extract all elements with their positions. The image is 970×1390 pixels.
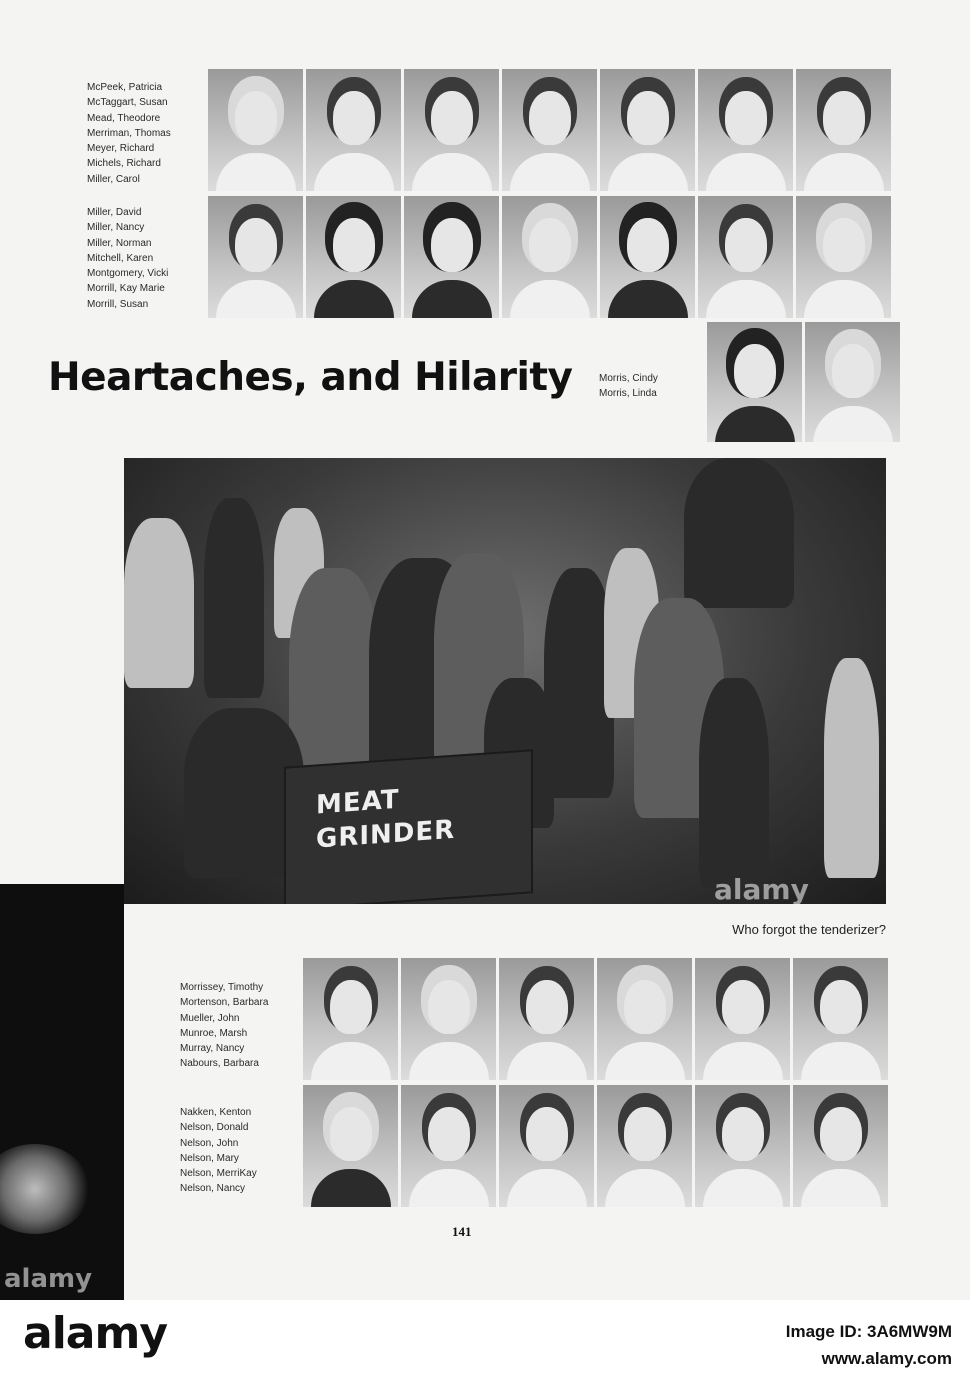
student-portrait <box>695 1085 790 1207</box>
student-portrait <box>698 196 793 318</box>
image-id-block <box>786 1318 952 1372</box>
portrait-grid-section1-row3 <box>707 322 900 442</box>
student-portrait <box>401 958 496 1080</box>
student-portrait <box>793 1085 888 1207</box>
student-name: Morrill, Kay Marie <box>87 283 165 295</box>
meat-grinder-sign: MEAT GRINDER <box>316 784 456 855</box>
student-portrait <box>600 196 695 318</box>
alamy-logo: alamy <box>23 1308 167 1359</box>
name-list-section1-row3 <box>599 371 658 402</box>
student-name: McPeek, Patricia <box>87 82 163 93</box>
student-name: Miller, Nancy <box>87 222 145 234</box>
name-list-section2-row1 <box>180 980 268 1072</box>
student-name: Nelson, Mary <box>180 1152 239 1164</box>
student-name: Murray, Nancy <box>180 1043 245 1055</box>
student-portrait <box>306 69 401 191</box>
student-name: Morrissey, Timothy <box>180 982 264 993</box>
student-name: McTaggart, Susan <box>87 97 168 109</box>
name-list-section1-row1 <box>87 80 171 187</box>
student-portrait <box>303 1085 398 1207</box>
student-portrait <box>597 958 692 1080</box>
student-portrait <box>306 196 401 318</box>
student-name: Mitchell, Karen <box>87 252 154 264</box>
photo-figure <box>684 458 794 608</box>
photo-figure <box>699 678 769 888</box>
student-portrait <box>499 1085 594 1207</box>
student-portrait <box>404 196 499 318</box>
portrait-grid-section1-row1 <box>208 69 891 191</box>
student-name: Nelson, Donald <box>180 1122 249 1134</box>
student-name: Mortenson, Barbara <box>180 997 269 1009</box>
student-name: Miller, Norman <box>87 237 152 249</box>
student-name: Merriman, Thomas <box>87 127 171 139</box>
student-portrait <box>597 1085 692 1207</box>
student-name: Miller, David <box>87 207 142 218</box>
image-id: Image ID: 3A6MW9M <box>785 1322 952 1341</box>
student-name: Miller, Carol <box>87 173 140 185</box>
photo-figure <box>204 498 264 698</box>
photo-caption: Who forgot the tenderizer? <box>732 922 886 937</box>
student-name: Morris, Linda <box>599 388 657 400</box>
student-name: Morrill, Susan <box>87 298 149 310</box>
student-portrait <box>208 69 303 191</box>
dark-margin-photo <box>0 884 124 1300</box>
student-name: Munroe, Marsh <box>180 1027 248 1039</box>
name-list-section2-row2 <box>180 1105 257 1197</box>
watermark-text: alamy <box>714 873 809 904</box>
student-portrait <box>208 196 303 318</box>
page-headline: Heartaches, and Hilarity <box>48 355 573 400</box>
student-name: Nelson, Nancy <box>180 1183 246 1195</box>
student-portrait <box>796 196 891 318</box>
student-portrait <box>499 958 594 1080</box>
student-portrait <box>401 1085 496 1207</box>
watermark-text: alamy <box>4 1264 93 1294</box>
student-portrait <box>707 322 802 442</box>
student-portrait <box>502 69 597 191</box>
portrait-grid-section2-row2 <box>303 1085 888 1207</box>
student-name: Nakken, Kenton <box>180 1107 252 1118</box>
page-number: 141 <box>452 1224 472 1239</box>
photo-figure <box>124 518 194 688</box>
meat-grinder-skit-photo <box>124 458 886 904</box>
student-name: Meyer, Richard <box>87 143 155 155</box>
photo-figure <box>824 658 879 878</box>
student-portrait <box>303 958 398 1080</box>
student-portrait <box>695 958 790 1080</box>
stock-footer <box>0 1300 970 1390</box>
student-portrait <box>805 322 900 442</box>
site-url: www.alamy.com <box>821 1349 952 1368</box>
student-portrait <box>600 69 695 191</box>
portrait-grid-section2-row1 <box>303 958 888 1080</box>
student-name: Nelson, John <box>180 1137 239 1149</box>
flower-highlight <box>0 1144 90 1234</box>
student-portrait <box>404 69 499 191</box>
portrait-grid-section1-row2 <box>208 196 891 318</box>
student-portrait <box>796 69 891 191</box>
student-name: Montgomery, Vicki <box>87 268 169 280</box>
student-name: Michels, Richard <box>87 158 161 170</box>
student-portrait <box>793 958 888 1080</box>
student-name: Nelson, MerriKay <box>180 1168 257 1180</box>
student-name: Mueller, John <box>180 1012 240 1024</box>
student-name: Morris, Cindy <box>599 373 658 384</box>
meat-grinder-box <box>284 749 533 904</box>
student-name: Nabours, Barbara <box>180 1058 259 1070</box>
student-name: Mead, Theodore <box>87 112 161 124</box>
student-portrait <box>698 69 793 191</box>
student-portrait <box>502 196 597 318</box>
name-list-section1-row2 <box>87 205 168 312</box>
